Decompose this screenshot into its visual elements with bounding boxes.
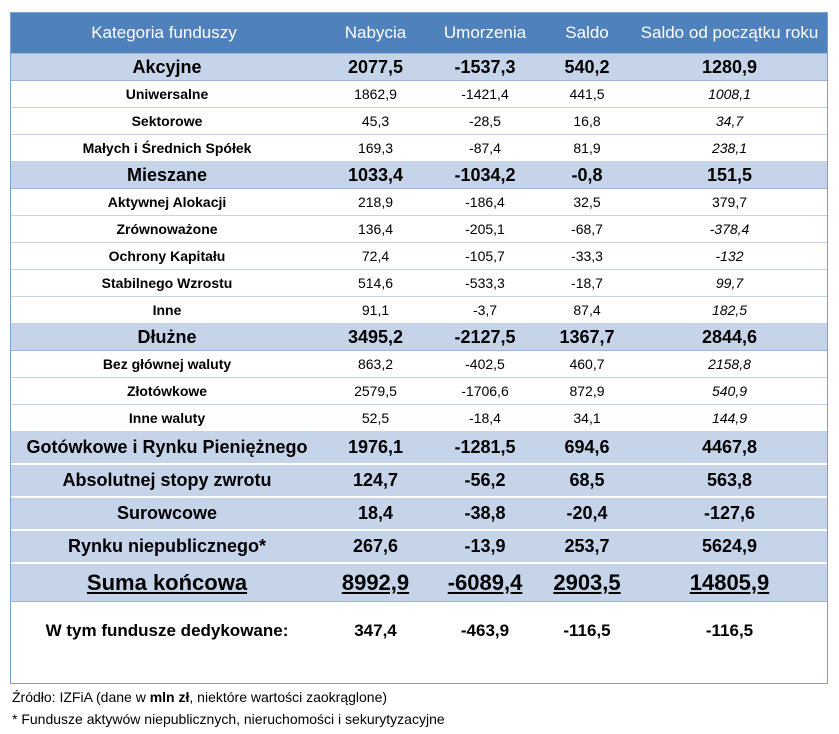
redemptions-value: -1034,2 — [428, 162, 542, 189]
purchases-value: 52,5 — [323, 405, 428, 432]
subcategory-name: Uniwersalne — [11, 81, 323, 108]
subcategory-row — [11, 189, 827, 216]
header-category: Kategoria funduszy — [11, 13, 323, 54]
subcategory-name: Zrównoważone — [11, 216, 323, 243]
ytd-balance-value: 1008,1 — [632, 81, 827, 108]
ytd-balance-value: 144,9 — [632, 405, 827, 432]
subcategory-row — [11, 378, 827, 405]
redemptions-value: -3,7 — [428, 297, 542, 324]
category-row — [11, 432, 827, 465]
redemptions-value: -1281,5 — [428, 432, 542, 465]
redemptions-value: -186,4 — [428, 189, 542, 216]
subcategory-name: Inne — [11, 297, 323, 324]
header-row — [11, 13, 827, 54]
redemptions-value: -1706,6 — [428, 378, 542, 405]
balance-value: 32,5 — [542, 189, 632, 216]
fund-flows-table-frame — [10, 12, 828, 684]
balance-value: -33,3 — [542, 243, 632, 270]
dedicated-purchases: 347,4 — [354, 621, 397, 640]
category-row — [11, 464, 827, 497]
purchases-value: 18,4 — [323, 497, 428, 530]
asterisk-note: * Fundusze aktywów niepublicznych, nieruchomości i sekurytyzacyjne — [12, 711, 445, 727]
source-note-unit: mln zł — [149, 689, 190, 705]
category-name: Surowcowe — [11, 497, 323, 530]
subcategory-name: Inne waluty — [11, 405, 323, 432]
total-redemptions: -6089,4 — [428, 563, 542, 602]
subcategory-name: Sektorowe — [11, 108, 323, 135]
total-purchases: 8992,9 — [323, 563, 428, 602]
header-ytd-balance: Saldo od początku roku — [632, 13, 827, 54]
subcategory-name: Ochrony Kapitału — [11, 243, 323, 270]
category-row — [11, 530, 827, 563]
purchases-value: 1033,4 — [323, 162, 428, 189]
dedicated-redemptions: -463,9 — [460, 621, 510, 640]
balance-value: 1367,7 — [542, 324, 632, 351]
purchases-value: 218,9 — [323, 189, 428, 216]
subcategory-row — [11, 270, 827, 297]
redemptions-value: -56,2 — [428, 464, 542, 497]
subcategory-row — [11, 216, 827, 243]
ytd-balance-value: 34,7 — [632, 108, 827, 135]
category-name: Dłużne — [11, 324, 323, 351]
purchases-value: 72,4 — [323, 243, 428, 270]
redemptions-value: -105,7 — [428, 243, 542, 270]
source-note-suffix: , niektóre wartości zaokrąglone) — [189, 689, 388, 705]
balance-value: 441,5 — [542, 81, 632, 108]
total-row — [11, 563, 827, 602]
category-name: Akcyjne — [11, 54, 323, 81]
category-name: Mieszane — [11, 162, 323, 189]
category-row — [11, 54, 827, 81]
balance-value: -0,8 — [542, 162, 632, 189]
balance-value: -18,7 — [542, 270, 632, 297]
category-name: Rynku niepublicznego* — [11, 530, 323, 563]
balance-value: 872,9 — [542, 378, 632, 405]
purchases-value: 2579,5 — [323, 378, 428, 405]
redemptions-value: -1421,4 — [428, 81, 542, 108]
purchases-value: 267,6 — [323, 530, 428, 563]
balance-value: 68,5 — [542, 464, 632, 497]
purchases-value: 863,2 — [323, 351, 428, 378]
total-label: Suma końcowa — [11, 563, 323, 602]
ytd-balance-value: 151,5 — [632, 162, 827, 189]
total-ytd-balance: 14805,9 — [632, 563, 827, 602]
ytd-balance-value: -132 — [632, 243, 827, 270]
redemptions-value: -533,3 — [428, 270, 542, 297]
source-note-prefix: Źródło: IZFiA (dane w — [12, 689, 150, 705]
redemptions-value: -18,4 — [428, 405, 542, 432]
balance-value: 87,4 — [542, 297, 632, 324]
ytd-balance-value: -378,4 — [632, 216, 827, 243]
purchases-value: 91,1 — [323, 297, 428, 324]
subcategory-name: Bez głównej waluty — [11, 351, 323, 378]
purchases-value: 136,4 — [323, 216, 428, 243]
redemptions-value: -205,1 — [428, 216, 542, 243]
balance-value: -68,7 — [542, 216, 632, 243]
subcategory-row — [11, 108, 827, 135]
category-name: Gotówkowe i Rynku Pieniężnego — [11, 432, 323, 465]
purchases-value: 514,6 — [323, 270, 428, 297]
redemptions-value: -28,5 — [428, 108, 542, 135]
subcategory-row — [11, 81, 827, 108]
ytd-balance-value: 2158,8 — [632, 351, 827, 378]
dedicated-label: W tym fundusze dedykowane: — [45, 621, 289, 640]
ytd-balance-value: 4467,8 — [632, 432, 827, 465]
total-balance: 2903,5 — [542, 563, 632, 602]
fund-flows-table — [11, 13, 827, 660]
dedicated-row — [11, 602, 827, 661]
balance-value: 16,8 — [542, 108, 632, 135]
purchases-value: 2077,5 — [323, 54, 428, 81]
redemptions-value: -13,9 — [428, 530, 542, 563]
category-row — [11, 324, 827, 351]
source-note — [12, 686, 445, 708]
header-balance: Saldo — [542, 13, 632, 54]
redemptions-value: -2127,5 — [428, 324, 542, 351]
redemptions-value: -38,8 — [428, 497, 542, 530]
ytd-balance-value: -127,6 — [632, 497, 827, 530]
purchases-value: 1862,9 — [323, 81, 428, 108]
subcategory-row — [11, 243, 827, 270]
purchases-value: 1976,1 — [323, 432, 428, 465]
subcategory-name: Złotówkowe — [11, 378, 323, 405]
ytd-balance-value: 2844,6 — [632, 324, 827, 351]
ytd-balance-value: 563,8 — [632, 464, 827, 497]
subcategory-row — [11, 297, 827, 324]
dedicated-ytd-balance: -116,5 — [705, 621, 754, 640]
purchases-value: 45,3 — [323, 108, 428, 135]
ytd-balance-value: 238,1 — [632, 135, 827, 162]
subcategory-name: Małych i Średnich Spółek — [11, 135, 323, 162]
balance-value: 34,1 — [542, 405, 632, 432]
purchases-value: 3495,2 — [323, 324, 428, 351]
ytd-balance-value: 540,9 — [632, 378, 827, 405]
ytd-balance-value: 1280,9 — [632, 54, 827, 81]
balance-value: 253,7 — [542, 530, 632, 563]
footnotes — [12, 686, 445, 730]
subcategory-name: Aktywnej Alokacji — [11, 189, 323, 216]
balance-value: 81,9 — [542, 135, 632, 162]
category-name: Absolutnej stopy zwrotu — [11, 464, 323, 497]
header-purchases: Nabycia — [323, 13, 428, 54]
purchases-value: 169,3 — [323, 135, 428, 162]
header-redemptions: Umorzenia — [428, 13, 542, 54]
dedicated-balance: -116,5 — [563, 621, 611, 640]
subcategory-row — [11, 351, 827, 378]
purchases-value: 124,7 — [323, 464, 428, 497]
subcategory-row — [11, 135, 827, 162]
ytd-balance-value: 379,7 — [632, 189, 827, 216]
redemptions-value: -1537,3 — [428, 54, 542, 81]
subcategory-row — [11, 405, 827, 432]
balance-value: 694,6 — [542, 432, 632, 465]
ytd-balance-value: 182,5 — [632, 297, 827, 324]
balance-value: 540,2 — [542, 54, 632, 81]
subcategory-name: Stabilnego Wzrostu — [11, 270, 323, 297]
ytd-balance-value: 99,7 — [632, 270, 827, 297]
ytd-balance-value: 5624,9 — [632, 530, 827, 563]
category-row — [11, 162, 827, 189]
balance-value: -20,4 — [542, 497, 632, 530]
redemptions-value: -402,5 — [428, 351, 542, 378]
balance-value: 460,7 — [542, 351, 632, 378]
category-row — [11, 497, 827, 530]
redemptions-value: -87,4 — [428, 135, 542, 162]
